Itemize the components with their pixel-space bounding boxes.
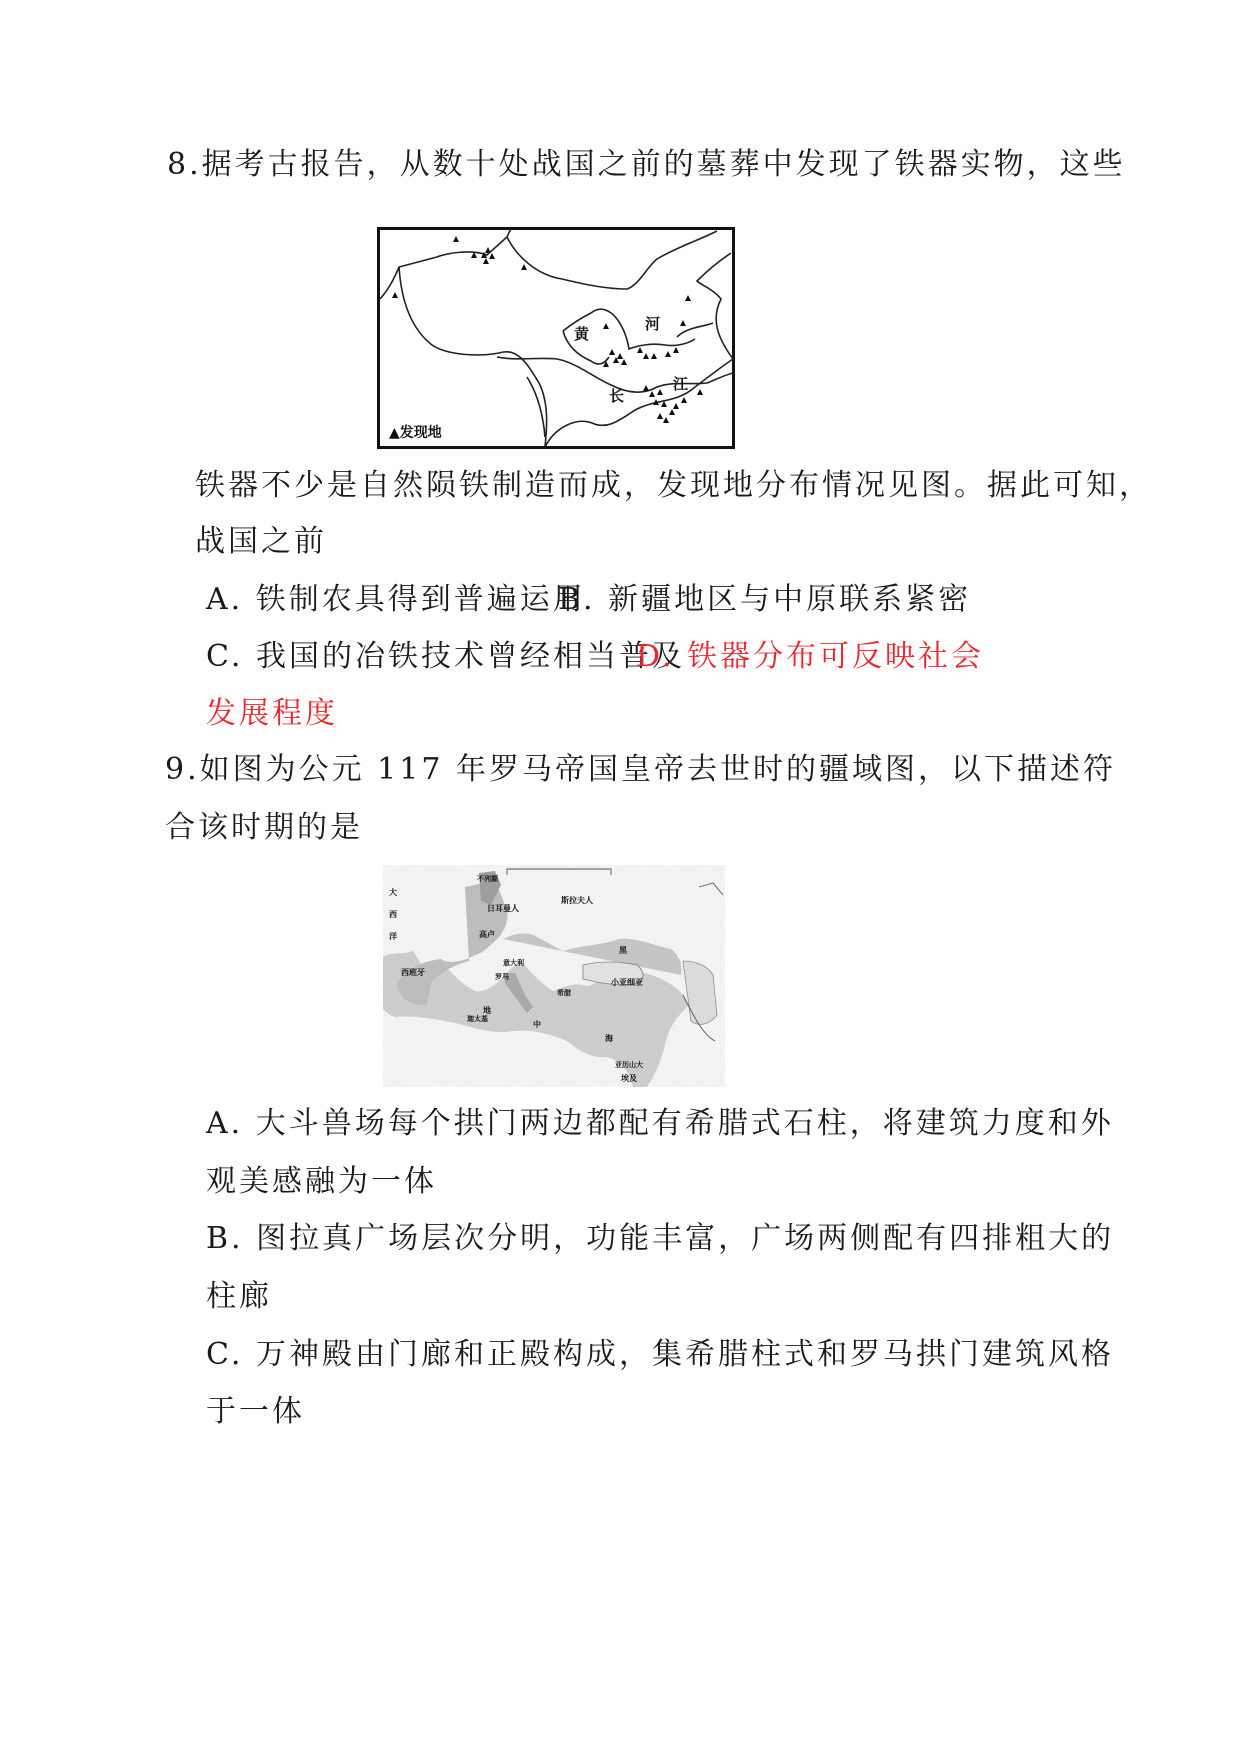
map-label-dizhonghai-3: 海: [605, 1034, 613, 1043]
q9-option-b-continued: 柱廊: [206, 1279, 272, 1314]
map-label-riermanren: 日耳曼人: [487, 904, 519, 913]
q9-line-2: 合该时期的是: [165, 810, 363, 845]
china-iron-artifact-map: [377, 227, 735, 449]
q9-option-c: C. 万神殿由门廊和正殿构成，集希腊柱式和罗马拱门建筑风格: [206, 1337, 1114, 1372]
map-label-huang: 黄: [574, 325, 590, 343]
q9-option-a-continued: 观美感融为一体: [206, 1164, 437, 1199]
q9-line-1: 9.如图为公元 117 年罗马帝国皇帝去世时的疆域图，以下描述符: [165, 752, 1116, 787]
q9-option-a: A. 大斗兽场每个拱门两边都配有希腊式石柱，将建筑力度和外: [206, 1106, 1114, 1141]
map-label-silafuren: 斯拉夫人: [561, 896, 593, 905]
q8-option-b: B. 新疆地区与中原联系紧密: [558, 582, 972, 617]
q8-option-d-continued: 发展程度: [206, 696, 338, 731]
map-label-aiji: 埃及: [621, 1074, 637, 1083]
q8-line-3: 战国之前: [195, 524, 327, 559]
map-label-he: 河: [645, 315, 661, 333]
map-label-dizhonghai-2: 中: [533, 1020, 541, 1029]
map-label-jiang: 江: [673, 375, 689, 393]
q8-line-2: 铁器不少是自然陨铁制造而成，发现地分布情况见图。据此可知，: [195, 468, 1152, 503]
map-label-xibanya: 西班牙: [401, 968, 425, 977]
map-legend: ▲发现地: [389, 425, 442, 441]
map-label-yidali: 意大利: [503, 959, 524, 967]
q8-option-c: C. 我国的冶铁技术曾经相当普及: [206, 639, 685, 674]
map-label-daxiyang-2: 西: [389, 910, 397, 919]
map-label-gaolu: 高卢: [479, 930, 495, 939]
map-label-daxiyang-3: 洋: [389, 932, 397, 941]
roman-empire-map: [383, 865, 725, 1087]
q9-option-b: B. 图拉真广场层次分明，功能丰富，广场两侧配有四排粗大的: [206, 1221, 1115, 1256]
map-label-jianaji: 迦太基: [467, 1015, 488, 1023]
q8-option-a: A. 铁制农具得到普遍运用: [206, 582, 586, 617]
map-label-alishanda: 亚历山大: [615, 1061, 643, 1069]
q8-option-d: D. 铁器分布可反映社会: [636, 639, 985, 674]
q9-option-c-continued: 于一体: [206, 1394, 305, 1429]
map-label-luoma: 罗马: [495, 973, 509, 981]
map-label-dizhonghai-1: 地: [483, 1006, 491, 1015]
map-label-buliedian: 不列颠: [477, 875, 498, 883]
map-label-chang: 长: [609, 387, 625, 405]
map-label-xiaoyaxiya: 小亚细亚: [611, 978, 643, 987]
map-label-hei: 黑: [619, 946, 627, 955]
map-label-xila: 希腊: [557, 989, 571, 997]
map-label-daxiyang-1: 大: [389, 888, 397, 897]
q8-line-1: 8.据考古报告，从数十处战国之前的墓葬中发现了铁器实物，这些: [167, 147, 1126, 182]
